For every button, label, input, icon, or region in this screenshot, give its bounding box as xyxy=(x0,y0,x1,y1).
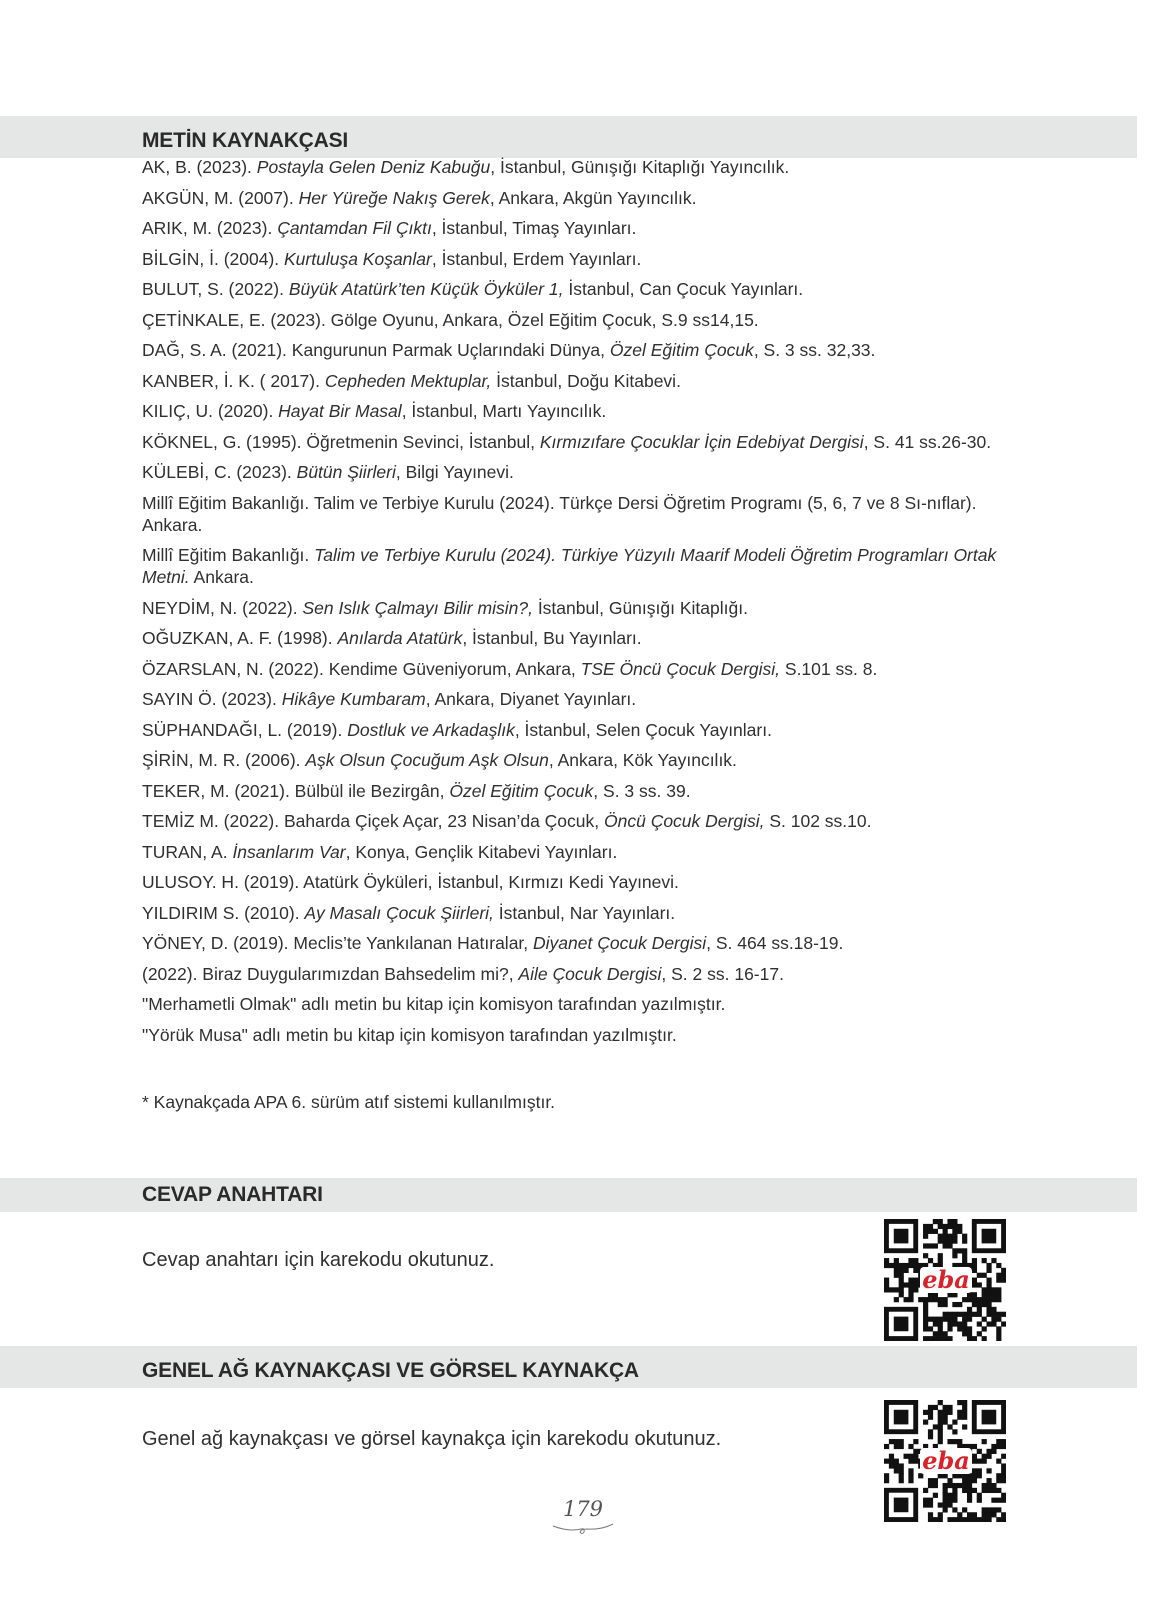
web-refs-header-band xyxy=(0,1346,1137,1388)
reference-item xyxy=(142,627,1012,649)
web-refs-title: GENEL AĞ KAYNAKÇASI VE GÖRSEL KAYNAKÇA xyxy=(142,1359,639,1382)
reference-item xyxy=(142,217,1012,239)
reference-item xyxy=(142,810,1012,832)
qr-finder-pattern xyxy=(884,1219,918,1253)
reference-text: , S. 2 ss. 16-17. xyxy=(661,963,784,984)
reference-text: KANBER, İ. K. ( 2017). xyxy=(142,370,325,391)
reference-text: İstanbul, Nar Yayınları. xyxy=(493,902,676,923)
reference-item xyxy=(142,156,1012,178)
reference-text: AKGÜN, M. (2007). xyxy=(142,187,299,208)
reference-title-italic: Her Yüreğe Nakış Gerek xyxy=(298,187,490,208)
reference-text: Millî Eğitim Bakanlığı. xyxy=(142,545,315,565)
reference-item xyxy=(142,248,1012,270)
reference-title-italic: Öncü Çocuk Dergisi, xyxy=(604,811,765,831)
reference-title-italic: Özel Eğitim Çocuk xyxy=(449,780,594,801)
reference-text: (2022). Biraz Duygularımızdan Bahsedelim mi?, xyxy=(142,963,519,984)
reference-text: , Konya, Gençlik Kitabevi Yayınları. xyxy=(345,841,618,862)
reference-title-italic: Diyanet Çocuk Dergisi xyxy=(533,933,707,953)
reference-title-italic: Çantamdan Fil Çıktı xyxy=(277,218,432,238)
reference-title-italic: Özel Eğitim Çocuk xyxy=(609,340,754,360)
reference-title-italic: Anılarda Atatürk xyxy=(337,628,463,648)
reference-text: , İstanbul, Erdem Yayınları. xyxy=(431,248,642,269)
reference-text: Millî Eğitim Bakanlığı. Talim ve Terbiye Kurulu (2024). Türkçe Dersi Öğretim Programı (5, 6, 7 ve 8 Sı-nıflar). Ankara. xyxy=(142,492,977,535)
reference-text: SÜPHANDAĞI, L. (2019). xyxy=(142,719,348,740)
reference-text: İstanbul, Günışığı Kitaplığı. xyxy=(532,597,748,618)
reference-title-italic: Kırmızıfare Çocuklar İçin Edebiyat Dergisi xyxy=(539,431,864,452)
reference-text: TURAN, A. xyxy=(142,841,233,862)
reference-item xyxy=(142,963,1012,985)
reference-text: ÇETİNKALE, E. (2023). Gölge Oyunu, Ankara, Özel Eğitim Çocuk, S.9 ss14,15. xyxy=(142,309,759,330)
qr-finder-pattern xyxy=(884,1307,918,1341)
reference-text: TEKER, M. (2021). Bülbül ile Bezirgân, xyxy=(142,780,450,801)
reference-text: KÖKNEL, G. (1995). Öğretmenin Sevinci, İstanbul, xyxy=(142,431,540,452)
eba-logo-text: eba xyxy=(922,1265,970,1294)
reference-text: , Ankara, Akgün Yayıncılık. xyxy=(489,187,697,208)
reference-item xyxy=(142,278,1012,300)
reference-item xyxy=(142,841,1012,863)
reference-text: , İstanbul, Bu Yayınları. xyxy=(462,628,642,648)
reference-list xyxy=(142,156,1012,1054)
reference-item xyxy=(142,370,1012,392)
reference-title-italic: Büyük Atatürk’ten Küçük Öyküler 1, xyxy=(288,279,564,299)
reference-text: ARIK, M. (2023). xyxy=(142,218,278,238)
reference-title-italic: Cepheden Mektuplar, xyxy=(324,370,492,391)
reference-title-italic: Ay Masalı Çocuk Şiirleri, xyxy=(304,902,494,923)
reference-item xyxy=(142,780,1012,802)
reference-text: , Ankara, Kök Yayıncılık. xyxy=(548,750,737,770)
eba-logo-text: eba xyxy=(922,1446,970,1475)
reference-text: YILDIRIM S. (2010). xyxy=(142,902,305,923)
reference-text: BİLGİN, İ. (2004). xyxy=(142,248,284,269)
reference-text: , Bilgi Yayınevi. xyxy=(395,462,514,482)
reference-title-italic: Kurtuluşa Koşanlar xyxy=(284,248,432,269)
reference-text: , S. 3 ss. 39. xyxy=(593,780,691,801)
page-number-flourish xyxy=(551,1520,615,1536)
reference-text: ÖZARSLAN, N. (2022). Kendime Güveniyorum, Ankara, xyxy=(142,658,581,679)
reference-item xyxy=(142,597,1012,619)
reference-item xyxy=(142,993,1012,1015)
reference-text: BULUT, S. (2022). xyxy=(142,279,289,299)
reference-title-italic: İnsanlarım Var xyxy=(232,841,346,862)
reference-text: Ankara. xyxy=(189,567,254,587)
reference-title-italic: Sen Islık Çalmayı Bilir misin?, xyxy=(302,597,533,618)
reference-text: TEMİZ M. (2022). Baharda Çiçek Açar, 23 Nisan’da Çocuk, xyxy=(142,811,604,831)
reference-text: DAĞ, S. A. (2021). Kangurunun Parmak Uçlarındaki Dünya, xyxy=(142,340,610,360)
qr-finder-pattern xyxy=(884,1488,918,1522)
reference-text: KILIÇ, U. (2020). xyxy=(142,401,279,421)
reference-text: İstanbul, Can Çocuk Yayınları. xyxy=(563,279,804,299)
reference-title-italic: Aşk Olsun Çocuğum Aşk Olsun xyxy=(305,750,549,770)
qr-finder-pattern xyxy=(884,1400,918,1434)
reference-item xyxy=(142,719,1012,741)
reference-title-italic: Hikâye Kumbaram xyxy=(281,689,426,709)
reference-item xyxy=(142,309,1012,331)
reference-text: NEYDİM, N. (2022). xyxy=(142,597,303,618)
reference-text: "Merhametli Olmak" adlı metin bu kitap için komisyon tarafından yazılmıştır. xyxy=(142,994,726,1014)
reference-title-italic: Aile Çocuk Dergisi xyxy=(518,963,662,984)
reference-item xyxy=(142,187,1012,209)
page-number xyxy=(548,1498,618,1536)
reference-text: , S. 464 ss.18-19. xyxy=(706,933,844,953)
reference-item xyxy=(142,544,1012,588)
reference-text: , İstanbul, Selen Çocuk Yayınları. xyxy=(514,719,772,740)
reference-text: , İstanbul, Timaş Yayınları. xyxy=(431,218,637,238)
reference-text: ULUSOY. H. (2019). Atatürk Öyküleri, İstanbul, Kırmızı Kedi Yayınevi. xyxy=(142,872,679,892)
reference-item xyxy=(142,461,1012,483)
reference-text: "Yörük Musa" adlı metin bu kitap için komisyon tarafından yazılmıştır. xyxy=(142,1024,677,1045)
reference-item xyxy=(142,431,1012,453)
reference-text: İstanbul, Doğu Kitabevi. xyxy=(491,370,681,391)
reference-text: , Ankara, Diyanet Yayınları. xyxy=(425,689,637,709)
answer-key-instruction: Cevap anahtarı için karekodu okutunuz. xyxy=(142,1249,495,1271)
references-title: METİN KAYNAKÇASI xyxy=(142,129,349,152)
reference-item xyxy=(142,339,1012,361)
reference-title-italic: Dostluk ve Arkadaşlık xyxy=(347,719,515,740)
reference-text: ŞİRİN, M. R. (2006). xyxy=(142,750,306,770)
apa-note: * Kaynakçada APA 6. sürüm atıf sistemi kullanılmıştır. xyxy=(142,1092,556,1112)
reference-title-italic: Talim ve Terbiye Kurulu (2024). Türkiye Yüzyılı Maarif Modeli Öğretim Programları Ortak Metni. xyxy=(142,545,997,587)
reference-item xyxy=(142,400,1012,422)
reference-title-italic: Hayat Bir Masal xyxy=(278,401,402,421)
qr-finder-pattern xyxy=(972,1219,1006,1253)
reference-text: S. 102 ss.10. xyxy=(764,811,872,831)
answer-key-qr-code[interactable] xyxy=(884,1219,1006,1341)
web-refs-instruction: Genel ağ kaynakçası ve görsel kaynakça için karekodu okutunuz. xyxy=(142,1428,722,1450)
reference-text: , İstanbul, Martı Yayıncılık. xyxy=(401,401,607,421)
reference-text: AK, B. (2023). xyxy=(142,157,257,177)
answer-key-header-band xyxy=(0,1178,1137,1212)
reference-item xyxy=(142,749,1012,771)
reference-item xyxy=(142,492,1012,536)
reference-text: KÜLEBİ, C. (2023). xyxy=(142,462,297,482)
reference-text: , S. 3 ss. 32,33. xyxy=(753,340,876,360)
reference-text: S.101 ss. 8. xyxy=(780,658,878,679)
reference-item xyxy=(142,688,1012,710)
web-refs-qr-code[interactable] xyxy=(884,1400,1006,1522)
reference-item xyxy=(142,1024,1012,1046)
reference-text: , İstanbul, Günışığı Kitaplığı Yayıncılık. xyxy=(490,157,790,177)
qr-finder-pattern xyxy=(972,1400,1006,1434)
answer-key-title: CEVAP ANAHTARI xyxy=(142,1183,323,1206)
page-number-text: 179 xyxy=(562,1497,604,1521)
reference-title-italic: Bütün Şiirleri xyxy=(296,462,396,482)
reference-title-italic: Postayla Gelen Deniz Kabuğu xyxy=(256,157,491,177)
reference-text: , S. 41 ss.26-30. xyxy=(863,431,992,452)
references-header-band xyxy=(0,116,1137,158)
reference-item xyxy=(142,902,1012,924)
reference-text: SAYIN Ö. (2023). xyxy=(142,689,282,709)
reference-title-italic: TSE Öncü Çocuk Dergisi, xyxy=(580,658,781,679)
reference-item xyxy=(142,871,1012,893)
reference-text: YÖNEY, D. (2019). Meclis’te Yankılanan Hatıralar, xyxy=(142,933,534,953)
reference-item xyxy=(142,658,1012,680)
reference-item xyxy=(142,932,1012,954)
reference-text: OĞUZKAN, A. F. (1998). xyxy=(142,628,338,648)
